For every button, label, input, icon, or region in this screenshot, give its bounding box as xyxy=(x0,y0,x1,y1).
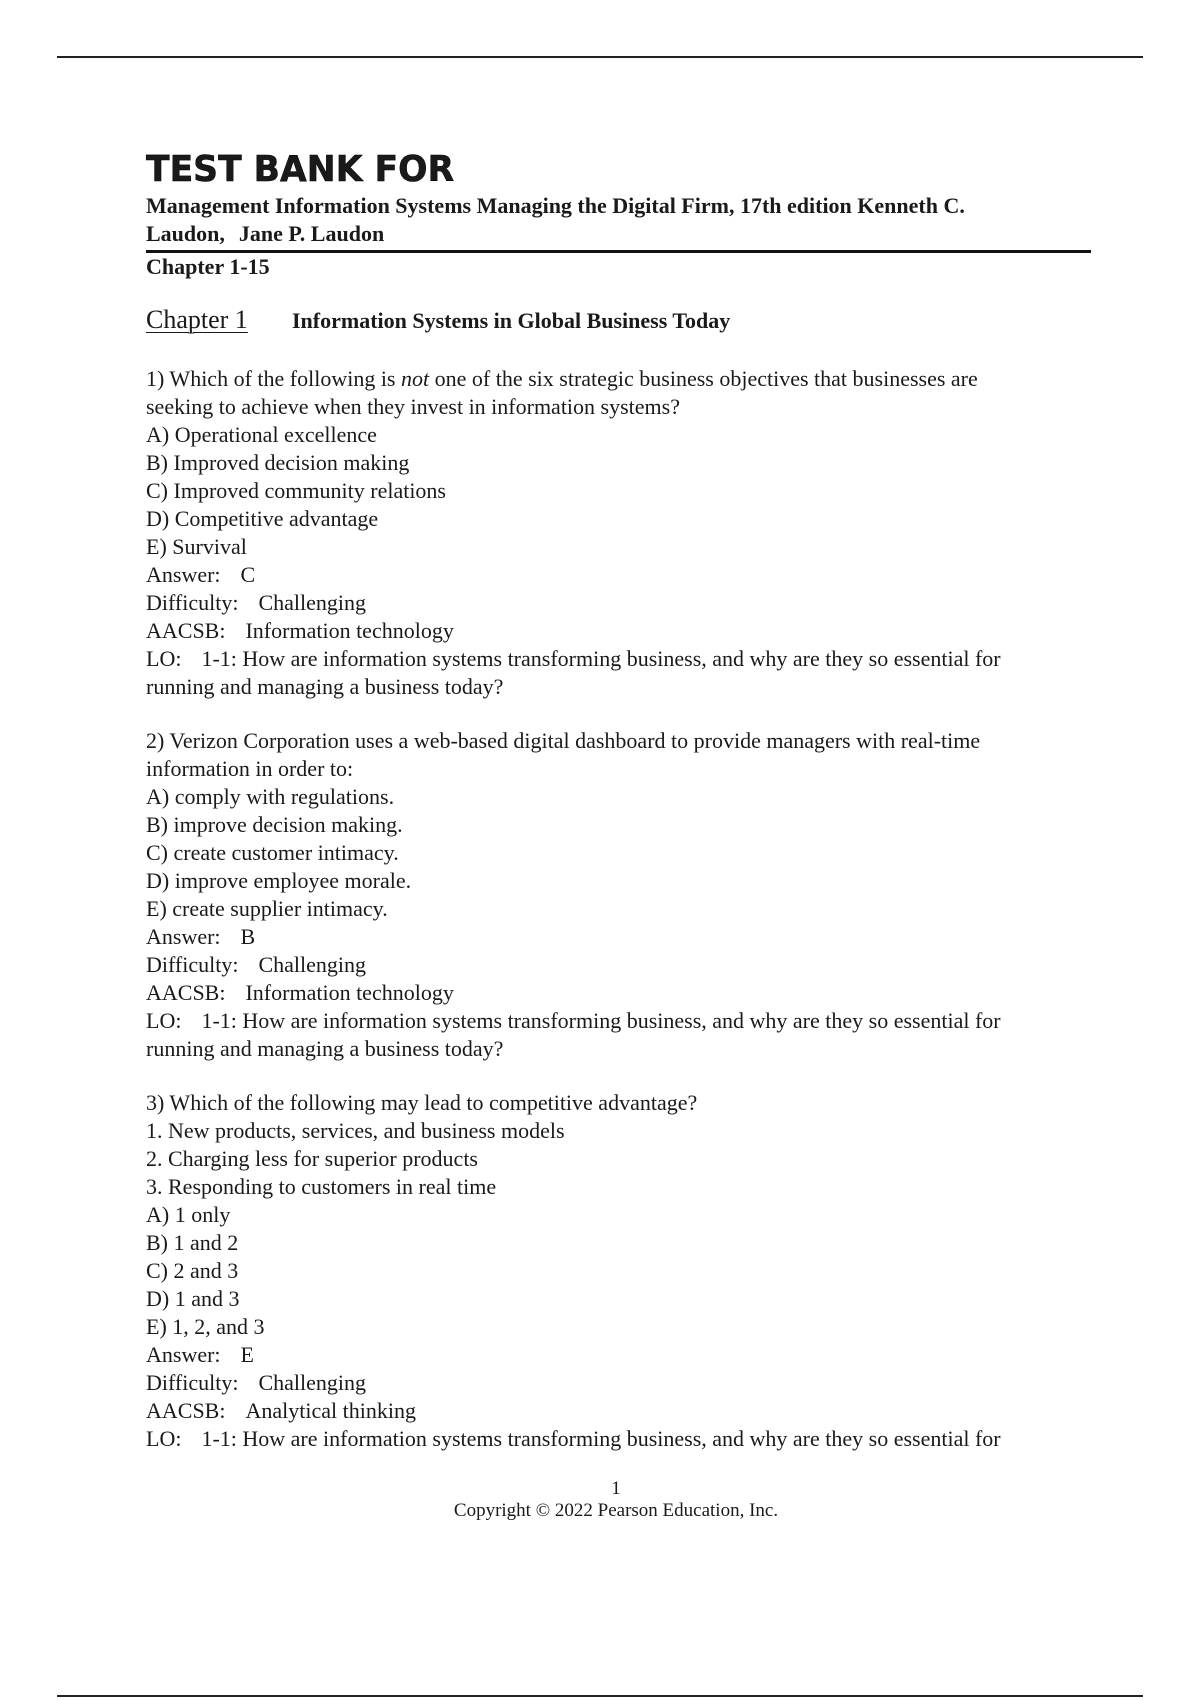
option: B) improve decision making. xyxy=(146,812,403,837)
top-rule xyxy=(57,56,1143,58)
lo-line: LO: 1-1: How are information systems transforming business, and why are they so essential for xyxy=(146,1008,1001,1033)
book-author-first: Laudon, xyxy=(146,221,225,246)
option: C) Improved community relations xyxy=(146,478,446,503)
question-1 xyxy=(146,365,1091,701)
answer-value: E xyxy=(240,1342,254,1367)
option: E) 1, 2, and 3 xyxy=(146,1314,265,1339)
copyright-notice: Copyright © 2022 Pearson Education, Inc. xyxy=(453,1500,779,1521)
option: A) comply with regulations. xyxy=(146,784,395,809)
option: D) 1 and 3 xyxy=(146,1286,240,1311)
lo-line: LO: 1-1: How are information systems transforming business, and why are they so essential for xyxy=(146,1426,1001,1451)
option: A) 1 only xyxy=(146,1202,231,1227)
aacsb-line: AACSB: Information technology xyxy=(146,618,454,643)
answer-line: Answer: E xyxy=(146,1342,254,1367)
chapter-range: Chapter 1-15 xyxy=(146,254,270,279)
answer-value: B xyxy=(240,924,256,949)
question-stem: 2) Verizon Corporation uses a web-based digital dashboard to provide managers with real-time xyxy=(146,728,981,753)
question-2 xyxy=(146,727,1091,1063)
book-info-line1: Management Information Systems Managing the Digital Firm, 17th edition Kenneth C. xyxy=(146,193,965,218)
page-content xyxy=(146,149,1091,1453)
answer-line: Answer: B xyxy=(146,924,256,949)
question-stem: 1) Which of the following is not one of the six strategic business objectives that businesses are xyxy=(146,366,978,391)
lo-line: LO: 1-1: How are information systems transforming business, and why are they so essential for xyxy=(146,646,1001,671)
chapter-title: Information Systems in Global Business Today xyxy=(292,308,731,333)
list-item: 3. Responding to customers in real time xyxy=(146,1174,497,1199)
question-stem: 3) Which of the following may lead to competitive advantage? xyxy=(146,1090,698,1115)
difficulty-line: Difficulty: Challenging xyxy=(146,952,367,977)
lo-line-cont: running and managing a business today? xyxy=(146,1036,504,1061)
book-info xyxy=(146,192,1091,248)
option: E) create supplier intimacy. xyxy=(146,896,388,921)
option: C) create customer intimacy. xyxy=(146,840,399,865)
option: B) 1 and 2 xyxy=(146,1230,239,1255)
option: D) improve employee morale. xyxy=(146,868,412,893)
option: C) 2 and 3 xyxy=(146,1258,239,1283)
difficulty-line: Difficulty: Challenging xyxy=(146,590,367,615)
page-number: 1 xyxy=(611,1478,621,1499)
difficulty-line: Difficulty: Challenging xyxy=(146,1370,367,1395)
answer-value: C xyxy=(240,562,256,587)
question-stem-cont: seeking to achieve when they invest in information systems? xyxy=(146,394,680,419)
question-stem-cont: information in order to: xyxy=(146,756,354,781)
lo-line-cont: running and managing a business today? xyxy=(146,674,504,699)
option: D) Competitive advantage xyxy=(146,506,379,531)
chapter-label: Chapter 1 xyxy=(146,305,248,334)
list-item: 2. Charging less for superior products xyxy=(146,1146,478,1171)
option: B) Improved decision making xyxy=(146,450,410,475)
aacsb-line: AACSB: Information technology xyxy=(146,980,454,1005)
option: E) Survival xyxy=(146,534,247,559)
answer-line: Answer: C xyxy=(146,562,256,587)
option: A) Operational excellence xyxy=(146,422,377,447)
question-3 xyxy=(146,1089,1091,1453)
list-item: 1. New products, services, and business models xyxy=(146,1118,565,1143)
chapter-heading xyxy=(146,305,1091,339)
aacsb-line: AACSB: Analytical thinking xyxy=(146,1398,416,1423)
bottom-rule xyxy=(57,1695,1143,1697)
document-title: TEST BANK FOR xyxy=(146,149,455,190)
book-author-second: Jane P. Laudon xyxy=(238,221,385,246)
